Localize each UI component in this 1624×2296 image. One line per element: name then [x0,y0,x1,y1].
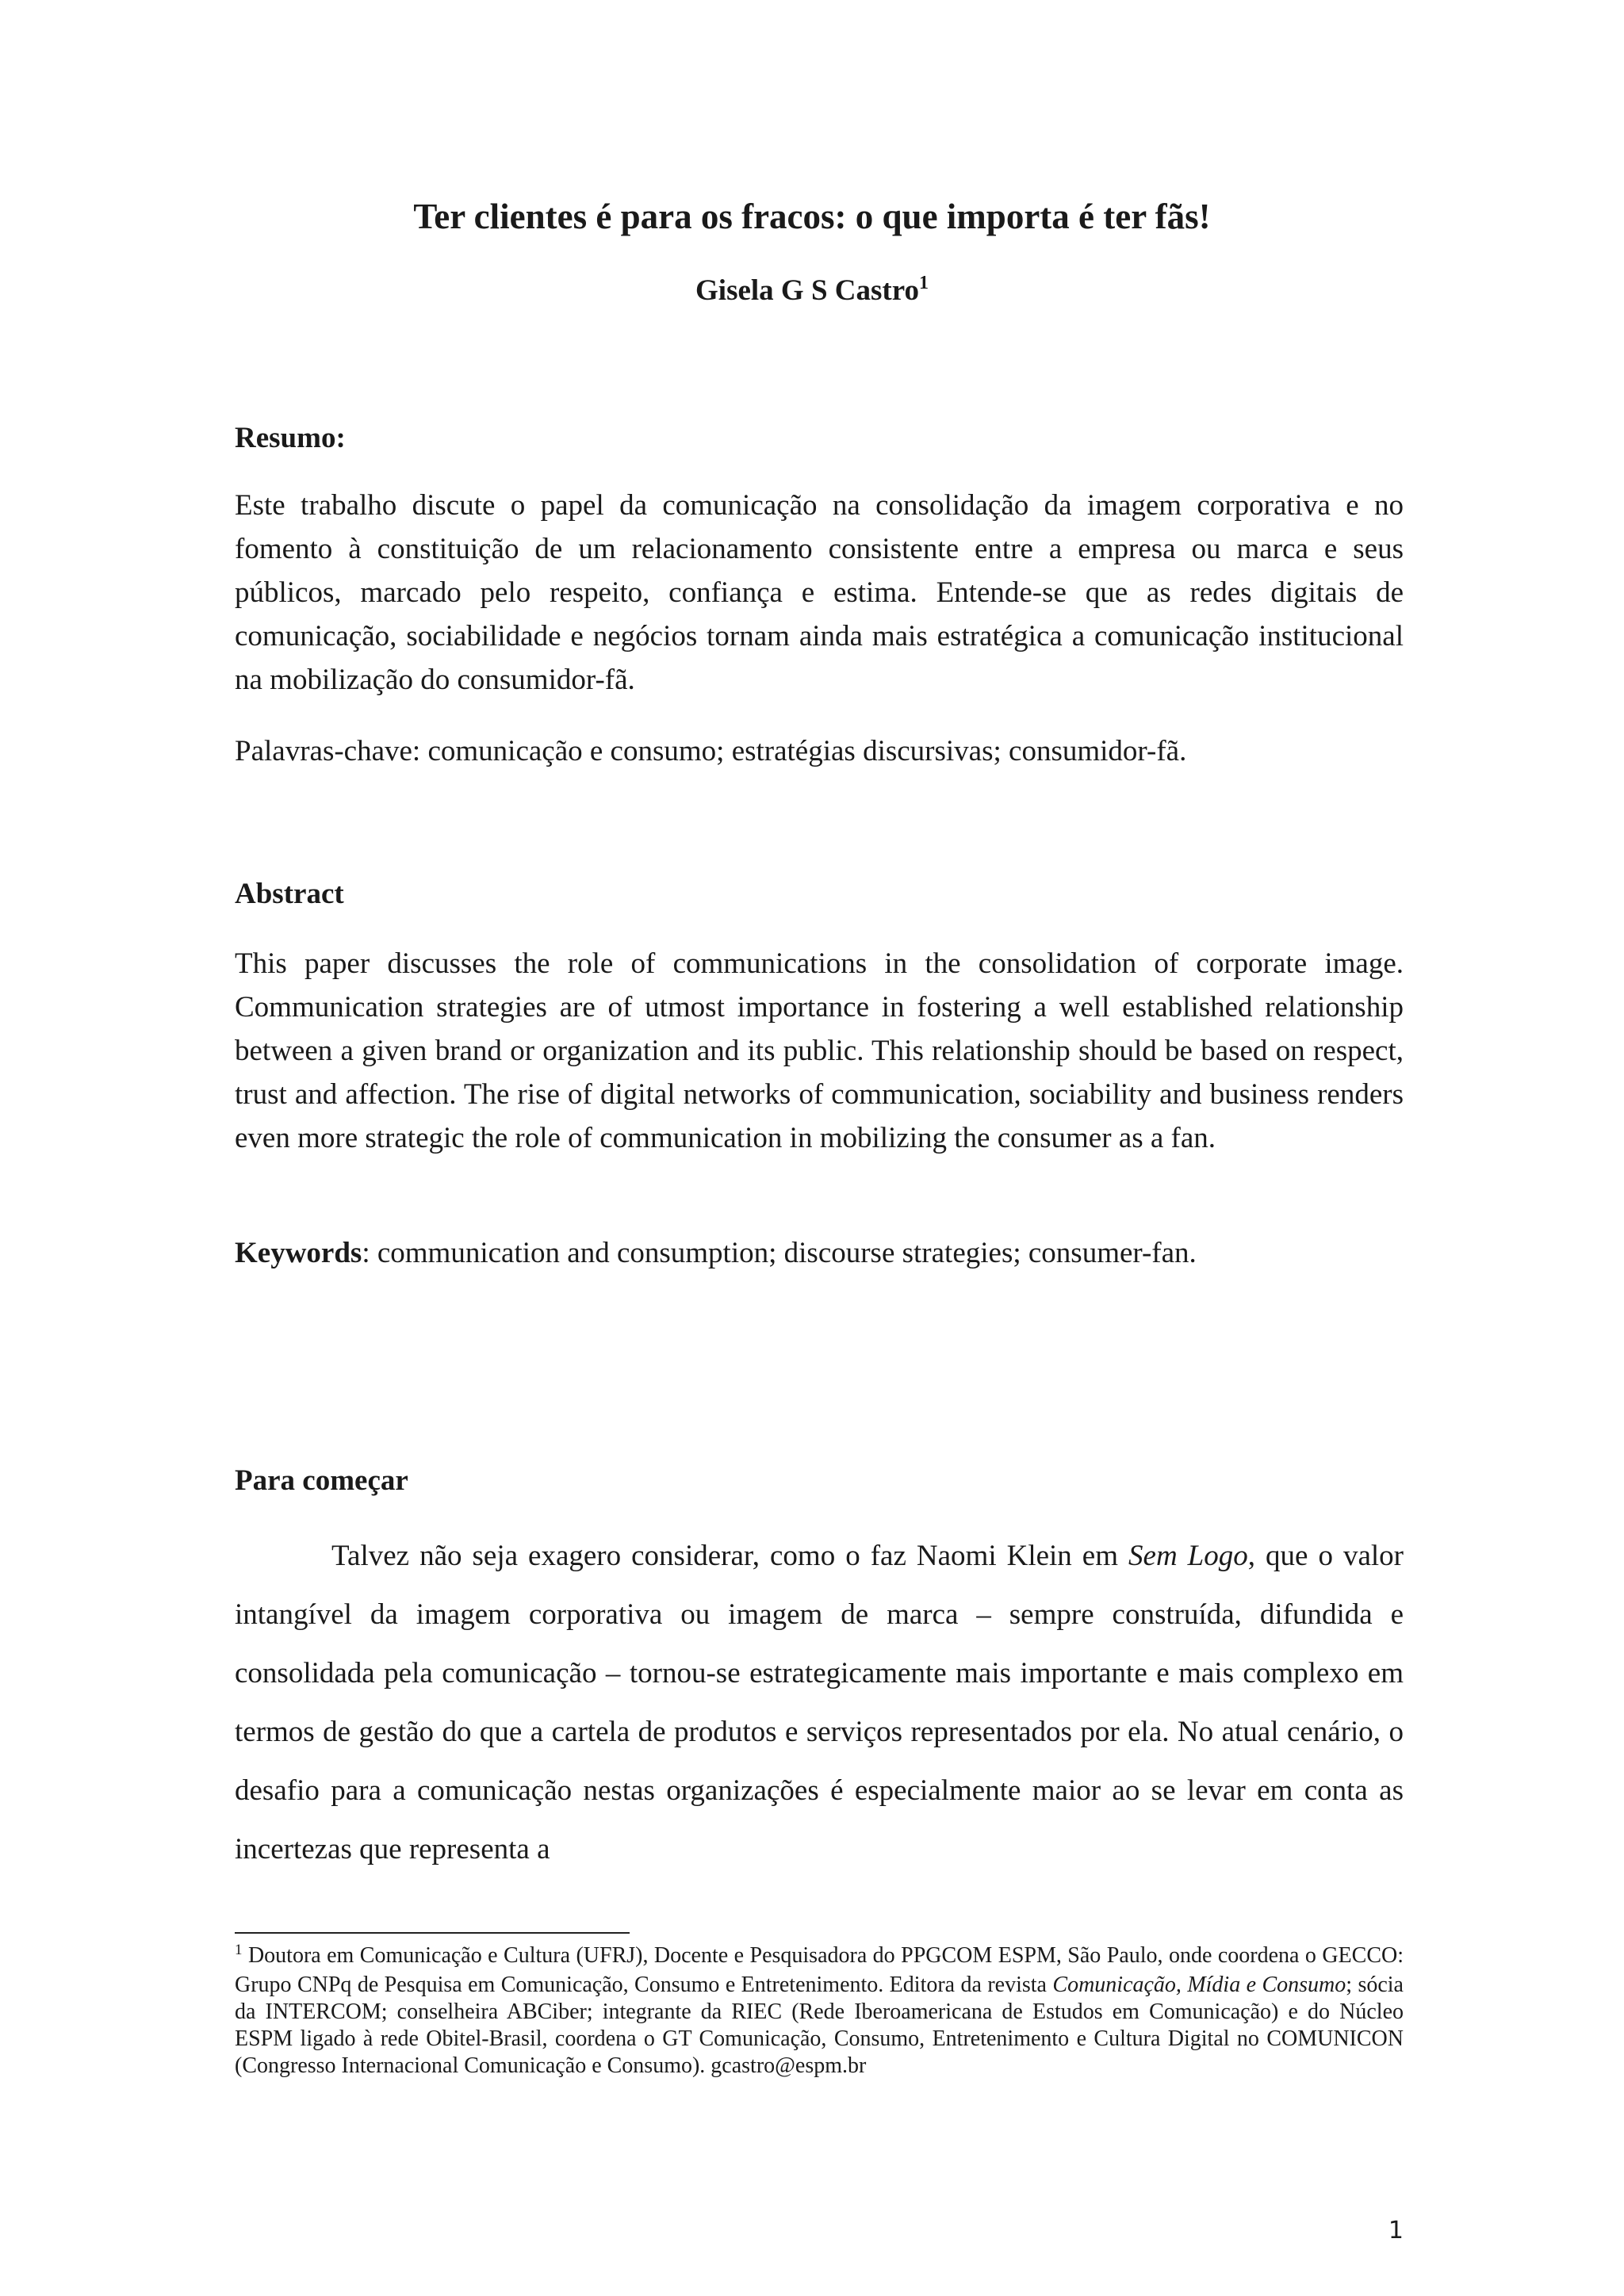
resumo-text: Este trabalho discute o papel da comunicação na consolidação da imagem corporativa e no fomento à constituição de um relacionamento consistente entre a empresa ou marca e seus públicos, marcado pelo respeito, confiança e estima. Entende-se que as redes digitais de comunicação, sociabilidade e negócios tornam ainda mais estratégica a comunicação institucional na mobilização do consumidor-fã. [235,489,1404,696]
paper-title: Ter clientes é para os fracos: o que importa é ter fãs! [413,197,1211,236]
body-text-after: , que o valor intangível da imagem corporativa ou imagem de marca – sempre construída, difundida e consolidada pela comunicação – tornou-se estrategicamente mais importante e mais complexo em termos de gestão do que a cartela de produtos e serviços representados por ela. No atual cenário, o desafio para a comunicação nestas organizações é especialmente maior ao se levar em conta as incertezas que representa a [235,1540,1404,1866]
footnote-journal-title: Comunicação, Mídia e Consumo [1052,1973,1346,1997]
author-line [0,273,1624,312]
footnote-text-after: ; sócia da INTERCOM; conselheira ABCiber; integrante da RIEC (Rede Iberoamericana de Estudos em Comunicação) e do Núcleo ESPM ligado à rede Obitel-Brasil, coordena o GT Comunicação, Consumo, Entretenimento e Cultura Digital no COMUNICON (Congresso Internacional Comunicação e Consumo). gcastro@espm.br [235,1973,1404,2078]
author-name: Gisela G S Castro [695,274,919,307]
abstract-heading: Abstract [235,878,344,910]
footnote [235,1942,1404,2080]
palavras-chave: Palavras-chave: comunicação e consumo; estratégias discursivas; consumidor-fã. [235,735,1187,767]
author-footnote-mark: 1 [918,273,929,293]
body-book-title: Sem Logo [1128,1540,1248,1572]
section-heading: Para começar [235,1464,408,1497]
footnote-text-before: Doutora em Comunicação e Cultura (UFRJ), Docente e Pesquisadora do PPGCOM ESPM, São Paulo, onde coordena o GECCO: Grupo CNPq de Pesquisa em Comunicação, Consumo e Entretenimento. Editora da revista [235,1943,1404,1997]
keywords-line [235,1235,1404,1272]
footnote-separator [235,1932,630,1934]
keywords-label: Keywords [235,1237,362,1269]
keywords-text: : communication and consumption; discourse strategies; consumer-fan. [362,1237,1197,1269]
resumo-heading: Resumo: [235,422,346,454]
body-paragraph [235,1527,1404,1879]
footnote-mark: 1 [235,1942,243,1958]
page-number: 1 [1388,2217,1404,2244]
body-text-before: Talvez não seja exagero considerar, como o faz Naomi Klein em [331,1540,1129,1572]
abstract-text: This paper discusses the role of communications in the consolidation of corporate image. Communication strategies are of utmost importance in fostering a well established relationship between a given brand or organization and its public. This relationship should be based on respect, trust and affection. The rise of digital networks of communication, sociability and business renders even more strategic the role of communication in mobilizing the consumer as a fan. [235,947,1404,1154]
